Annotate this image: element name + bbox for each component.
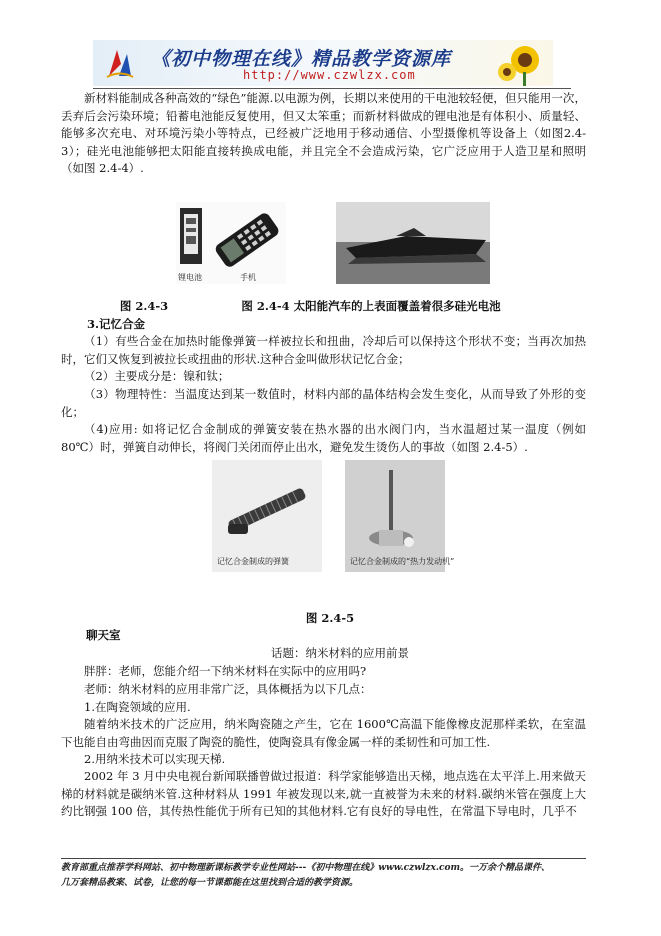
header-divider bbox=[93, 88, 571, 89]
application-1-text: 随着纳米技术的广泛应用，纳米陶瓷随之产生，它在 1600℃高温下能像橡皮泥那样柔软，在室温下也能自由弯曲因而克服了陶瓷的脆性，使陶瓷具有像金属一样的柔韧性和可加工性. bbox=[61, 717, 586, 749]
memory-alloy-point-4: （4)应用: 如将记忆合金制成的弹簧安装在热水器的出水阀门内，当水温超过某一温度（例如 80℃）时，弹簧自动伸长，将阀门关闭而停止出水，避免发生烫伤人的事故（如图 2.4-5）. bbox=[61, 422, 586, 454]
footer-divider bbox=[61, 858, 586, 859]
footer-line-1: 教育部重点推荐学科网站、初中物理新课标教学专业性网站---《初中物理在线》www.czwlzx.com。一万余个精品课件、 bbox=[61, 863, 551, 873]
sunflower-icon bbox=[495, 42, 545, 86]
memory-alloy-point-2: （2）主要成分是：镍和钛； bbox=[84, 369, 230, 383]
alloy-spring-label: 记忆合金制成的弹簧 bbox=[217, 557, 289, 566]
footer-line-2: 几万套精品教案、试卷，让您的每一节课都能在这里找到合适的教学资源。 bbox=[61, 878, 359, 888]
chat-topic: 话题：纳米材料的应用前景 bbox=[271, 646, 409, 660]
page-footer bbox=[61, 861, 601, 891]
application-2-title: 2.用纳米技术可以实现天梯. bbox=[84, 752, 226, 766]
site-title: 《初中物理在线》精品教学资源库 bbox=[151, 48, 452, 70]
site-logo-icon bbox=[105, 46, 135, 80]
figure-2-4-4-caption: 图 2.4-4 太阳能汽车的上表面覆盖着很多硅光电池 bbox=[241, 299, 501, 313]
site-url[interactable]: http://www.czwlzx.com bbox=[243, 68, 416, 82]
intro-paragraph: 新材料能制成各种高效的“绿色”能源.以电源为例，长期以来使用的干电池较轻便，但只能用一次，丢弃后会污染环境；铅蓄电池能反复使用，但又太笨重；而新材料做成的锂电池是有体积小、质量轻、能够多次充电、对环境污染小等特点，已经被广泛地用于移动通信、小型摄像机等设备上（如图2.4-3）；硅光电池能够把太阳能直接转换成电能，并且完全不会造成污染，它广泛应用于人造卫星和照明（如图 2.4-4）. bbox=[61, 91, 586, 175]
figure-2-4-3-caption: 图 2.4-3 bbox=[119, 299, 169, 313]
phone-label: 手机 bbox=[240, 273, 256, 282]
figure-2-4-4-image bbox=[336, 202, 490, 284]
section-memory-alloy-title: 3.记忆合金 bbox=[87, 317, 146, 331]
application-1-title: 1.在陶瓷领域的应用. bbox=[84, 700, 191, 714]
memory-alloy-point-3: （3）物理特性：当温度达到某一数值时，材料内部的晶体结构会发生变化，从而导致了外形的变化； bbox=[61, 387, 586, 419]
application-2-text: 2002 年 3 月中央电视台新闻联播曾做过报道：科学家能够造出天梯，地点选在太平洋上.用来做天梯的材料就是碳纳米管.这种材料从 1991 年被发现以来,就一直被誉为未来的材料.碳纳米管在强度上大约比钢强 100 倍，其传热性能优于所有已知的其他材料.它有良好的导电性，在常温下导电时，几乎不 bbox=[61, 769, 586, 818]
chat-answer-1: 老师：纳米材料的应用非常广泛，具体概括为以下几点： bbox=[84, 682, 372, 696]
chat-room-title: 聊天室 bbox=[86, 628, 121, 642]
chat-question-1: 胖胖：老师，您能介绍一下纳米材料在实际中的应用吗? bbox=[84, 664, 367, 678]
heat-engine-label: 记忆合金制成的“热力发动机” bbox=[350, 557, 455, 566]
memory-alloy-point-1: （1）有些合金在加热时能像弹簧一样被拉长和扭曲，冷却后可以保持这个形状不变；当再次加热时，它们又恢复到被拉长或扭曲的形状.这种合金叫做形状记忆合金； bbox=[61, 334, 586, 366]
solar-car-illustration bbox=[336, 202, 490, 284]
figure-2-4-5-caption: 图 2.4-5 bbox=[305, 611, 355, 625]
site-banner bbox=[93, 40, 553, 86]
battery-label: 锂电池 bbox=[178, 273, 202, 282]
